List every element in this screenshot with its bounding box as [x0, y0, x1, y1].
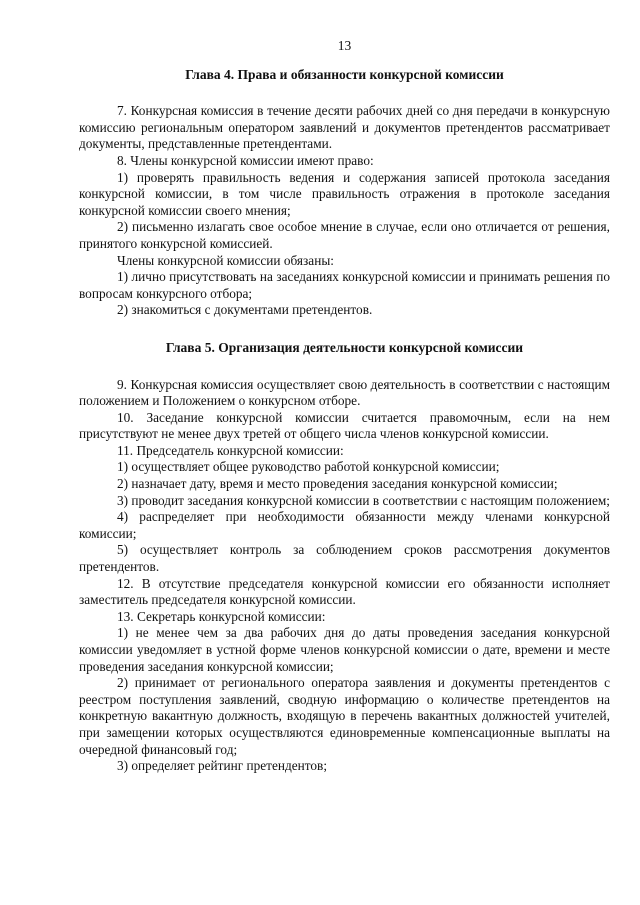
paragraph: 1) осуществляет общее руководство работой конкурсной комиссии; — [117, 459, 500, 475]
paragraph: 3) проводит заседания конкурсной комиссии в соответствии с настоящим положением; — [117, 492, 611, 508]
paragraph: Члены конкурсной комиссии обязаны: — [117, 252, 334, 268]
paragraph: 10. Заседание конкурсной комиссии считается правомочным, если на нем присутствуют не менее двух третей от общего числа членов конкурсной комиссии. — [79, 409, 610, 442]
paragraph: 8. Члены конкурсной комиссии имеют право: — [117, 152, 374, 168]
paragraph: 2) письменно излагать свое особое мнение в случае, если оно отличается от решения, принятого конкурсной комиссией. — [79, 219, 610, 251]
paragraph: 9. Конкурсная комиссия осуществляет свою деятельность в соответствии с настоящим положением и Положением о конкурсном отборе. — [79, 376, 610, 409]
chapter-5-heading: Глава 5. Организация деятельности конкурсной комиссии — [165, 339, 524, 355]
paragraph: 4) распределяет при необходимости обязанности между членами конкурсной комиссии; — [79, 509, 610, 541]
paragraph: 2) принимает от регионального оператора заявления и документы претендентов с реестром поступления заявлений, сводную информацию о количестве претендентов на конкретную вакантную должность, входящую в перечень вакантных должностей учителей, при замещении которых осуществляются единовременные компенсационные выплаты на очередной финансовый год; — [79, 675, 610, 757]
paragraph: 3) определяет рейтинг претендентов; — [117, 758, 328, 774]
paragraph: 1) лично присутствовать на заседаниях конкурсной комиссии и принимать решения по вопросам конкурсного отбора; — [79, 269, 610, 301]
paragraph: 11. Председатель конкурсной комиссии: — [117, 442, 344, 458]
paragraph: 12. В отсутствие председателя конкурсной комиссии его обязанности исполняет заместитель председателя конкурсной комиссии. — [79, 575, 610, 608]
chapter-4-body — [79, 103, 610, 319]
document-page — [79, 38, 610, 775]
paragraph: 13. Секретарь конкурсной комиссии: — [117, 608, 326, 624]
page-number: 13 — [337, 38, 352, 53]
paragraph: 1) не менее чем за два рабочих дня до даты проведения заседания конкурсной комиссии уведомляет в устной форме членов конкурсной комиссии о дате, времени и месте проведения заседания конкурсной комиссии; — [79, 625, 610, 674]
paragraph: 5) осуществляет контроль за соблюдением сроков рассмотрения документов претендентов. — [79, 542, 610, 575]
paragraph: 2) знакомиться с документами претендентов. — [117, 302, 373, 318]
paragraph: 1) проверять правильность ведения и содержания записей протокола заседания конкурсной комиссии, в том числе правильность отражения в протоколе заседания конкурсной комиссии своего мнения; — [79, 169, 610, 218]
paragraph: 7. Конкурсная комиссия в течение десяти рабочих дней со дня передачи в конкурсную комиссию региональным оператором заявлений и документов претендентов рассматривает документы, представленные претендентами. — [79, 103, 610, 152]
chapter-4-heading: Глава 4. Права и обязанности конкурсной комиссии — [185, 66, 504, 82]
chapter-5-body — [79, 377, 610, 775]
paragraph: 2) назначает дату, время и место проведения заседания конкурсной комиссии; — [117, 476, 558, 492]
